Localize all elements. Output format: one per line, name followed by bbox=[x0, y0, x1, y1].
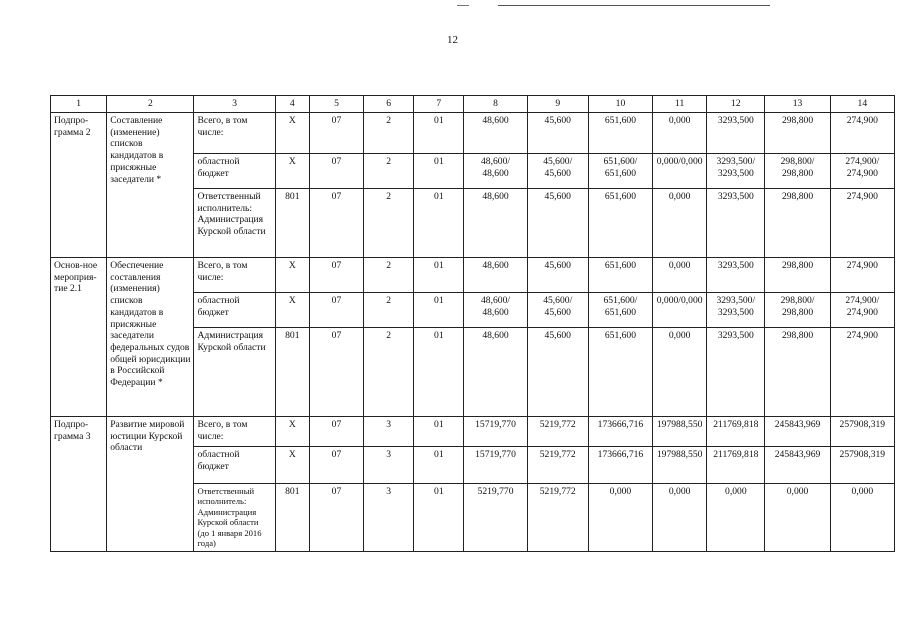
top-rule-line bbox=[498, 5, 770, 6]
program-name-cell: Обеспечение составления (изменения) списков кандидатов в присяжные заседатели федеральных судов общей юрисдикции в Российской Федерации * bbox=[107, 258, 194, 417]
top-dash-mark bbox=[457, 5, 469, 6]
value-cell: 298,800/ 298,800 bbox=[765, 154, 830, 189]
value-cell: 651,600 bbox=[588, 189, 652, 258]
value-cell: 3293,500 bbox=[707, 328, 765, 417]
value-cell: 298,800 bbox=[765, 113, 830, 154]
value-cell: 0,000 bbox=[653, 484, 707, 552]
value-cell: 197988,550 bbox=[653, 447, 707, 484]
value-cell: 651,600 bbox=[588, 258, 652, 293]
rz-cell: 07 bbox=[309, 293, 363, 328]
grbs-cell: 801 bbox=[275, 189, 309, 258]
value-cell: 48,600 bbox=[464, 189, 527, 258]
value-cell: 15719,770 bbox=[464, 417, 527, 447]
source-cell: Всего, в том числе: bbox=[194, 258, 275, 293]
value-cell: 298,800 bbox=[765, 258, 830, 293]
col-header: 10 bbox=[588, 96, 652, 113]
value-cell: 0,000 bbox=[653, 113, 707, 154]
value-cell: 0,000 bbox=[707, 484, 765, 552]
rz-cell: 07 bbox=[309, 154, 363, 189]
pr-cell: 2 bbox=[364, 258, 414, 293]
code-cell: 01 bbox=[414, 113, 464, 154]
grbs-cell: X bbox=[275, 154, 309, 189]
value-cell: 5219,770 bbox=[464, 484, 527, 552]
value-cell: 48,600/ 48,600 bbox=[464, 154, 527, 189]
value-cell: 5219,772 bbox=[527, 484, 588, 552]
value-cell: 0,000 bbox=[653, 328, 707, 417]
table-row bbox=[51, 113, 895, 154]
value-cell: 15719,770 bbox=[464, 447, 527, 484]
table-row bbox=[51, 417, 895, 447]
value-cell: 5219,772 bbox=[527, 417, 588, 447]
value-cell: 298,800 bbox=[765, 328, 830, 417]
value-cell: 257908,319 bbox=[830, 417, 894, 447]
value-cell: 0,000 bbox=[765, 484, 830, 552]
value-cell: 298,800 bbox=[765, 189, 830, 258]
value-cell: 48,600/ 48,600 bbox=[464, 293, 527, 328]
pr-cell: 2 bbox=[364, 113, 414, 154]
value-cell: 173666,716 bbox=[588, 447, 652, 484]
value-cell: 173666,716 bbox=[588, 417, 652, 447]
rz-cell: 07 bbox=[309, 258, 363, 293]
value-cell: 211769,818 bbox=[707, 447, 765, 484]
col-header: 12 bbox=[707, 96, 765, 113]
value-cell: 5219,772 bbox=[527, 447, 588, 484]
value-cell: 48,600 bbox=[464, 113, 527, 154]
rz-cell: 07 bbox=[309, 484, 363, 552]
value-cell: 245843,969 bbox=[765, 417, 830, 447]
value-cell: 298,800/ 298,800 bbox=[765, 293, 830, 328]
value-cell: 197988,550 bbox=[653, 417, 707, 447]
col-header: 9 bbox=[527, 96, 588, 113]
value-cell: 3293,500/ 3293,500 bbox=[707, 293, 765, 328]
value-cell: 0,000 bbox=[588, 484, 652, 552]
col-header: 14 bbox=[830, 96, 894, 113]
rz-cell: 07 bbox=[309, 328, 363, 417]
value-cell: 3293,500 bbox=[707, 258, 765, 293]
value-cell: 274,900 bbox=[830, 113, 894, 154]
value-cell: 45,600 bbox=[527, 189, 588, 258]
table-row bbox=[51, 258, 895, 293]
value-cell: 45,600 bbox=[527, 113, 588, 154]
value-cell: 651,600 bbox=[588, 113, 652, 154]
value-cell: 45,600 bbox=[527, 328, 588, 417]
source-cell: Всего, в том числе: bbox=[194, 113, 275, 154]
grbs-cell: X bbox=[275, 417, 309, 447]
value-cell: 3293,500 bbox=[707, 189, 765, 258]
source-cell: Ответственный исполнитель: Администрация Курской области bbox=[194, 189, 275, 258]
value-cell: 274,900 bbox=[830, 189, 894, 258]
col-header: 1 bbox=[51, 96, 107, 113]
program-name-cell: Составление (изменение) списков кандидатов в присяжные заседатели * bbox=[107, 113, 194, 258]
code-cell: 01 bbox=[414, 447, 464, 484]
value-cell: 45,600 bbox=[527, 258, 588, 293]
pr-cell: 3 bbox=[364, 484, 414, 552]
rz-cell: 07 bbox=[309, 447, 363, 484]
col-header: 8 bbox=[464, 96, 527, 113]
pr-cell: 2 bbox=[364, 189, 414, 258]
col-header: 13 bbox=[765, 96, 830, 113]
pr-cell: 3 bbox=[364, 417, 414, 447]
value-cell: 274,900 bbox=[830, 258, 894, 293]
value-cell: 45,600/ 45,600 bbox=[527, 293, 588, 328]
rz-cell: 07 bbox=[309, 417, 363, 447]
value-cell: 3293,500 bbox=[707, 113, 765, 154]
source-cell: областной бюджет bbox=[194, 293, 275, 328]
code-cell: 01 bbox=[414, 258, 464, 293]
value-cell: 651,600/ 651,600 bbox=[588, 154, 652, 189]
program-cell: Подпро-грамма 2 bbox=[51, 113, 107, 258]
value-cell: 0,000/0,000 bbox=[653, 293, 707, 328]
code-cell: 01 bbox=[414, 293, 464, 328]
program-name-cell: Развитие мировой юстиции Курской области bbox=[107, 417, 194, 552]
source-cell: областной бюджет bbox=[194, 154, 275, 189]
grbs-cell: X bbox=[275, 447, 309, 484]
col-header: 5 bbox=[309, 96, 363, 113]
col-header: 4 bbox=[275, 96, 309, 113]
value-cell: 0,000 bbox=[653, 258, 707, 293]
value-cell: 0,000 bbox=[830, 484, 894, 552]
col-header: 6 bbox=[364, 96, 414, 113]
value-cell: 245843,969 bbox=[765, 447, 830, 484]
budget-table bbox=[50, 95, 895, 552]
value-cell: 211769,818 bbox=[707, 417, 765, 447]
pr-cell: 2 bbox=[364, 293, 414, 328]
value-cell: 48,600 bbox=[464, 328, 527, 417]
value-cell: 3293,500/ 3293,500 bbox=[707, 154, 765, 189]
header-row bbox=[51, 96, 895, 113]
value-cell: 274,900/ 274,900 bbox=[830, 293, 894, 328]
pr-cell: 3 bbox=[364, 447, 414, 484]
col-header: 11 bbox=[653, 96, 707, 113]
value-cell: 651,600/ 651,600 bbox=[588, 293, 652, 328]
value-cell: 45,600/ 45,600 bbox=[527, 154, 588, 189]
code-cell: 01 bbox=[414, 484, 464, 552]
value-cell: 651,600 bbox=[588, 328, 652, 417]
page-number: 12 bbox=[447, 34, 458, 46]
col-header: 3 bbox=[194, 96, 275, 113]
pr-cell: 2 bbox=[364, 328, 414, 417]
program-cell: Основ-ное мероприя-тие 2.1 bbox=[51, 258, 107, 417]
source-cell: Администрация Курской области bbox=[194, 328, 275, 417]
pr-cell: 2 bbox=[364, 154, 414, 189]
grbs-cell: X bbox=[275, 113, 309, 154]
grbs-cell: X bbox=[275, 293, 309, 328]
rz-cell: 07 bbox=[309, 189, 363, 258]
rz-cell: 07 bbox=[309, 113, 363, 154]
grbs-cell: 801 bbox=[275, 484, 309, 552]
value-cell: 274,900 bbox=[830, 328, 894, 417]
code-cell: 01 bbox=[414, 154, 464, 189]
program-cell: Подпро-грамма 3 bbox=[51, 417, 107, 552]
source-cell: Ответственный исполнитель: Администрация Курской области (до 1 января 2016 года) bbox=[194, 484, 275, 552]
col-header: 7 bbox=[414, 96, 464, 113]
col-header: 2 bbox=[107, 96, 194, 113]
value-cell: 48,600 bbox=[464, 258, 527, 293]
grbs-cell: 801 bbox=[275, 328, 309, 417]
value-cell: 257908,319 bbox=[830, 447, 894, 484]
grbs-cell: X bbox=[275, 258, 309, 293]
value-cell: 274,900/ 274,900 bbox=[830, 154, 894, 189]
code-cell: 01 bbox=[414, 328, 464, 417]
code-cell: 01 bbox=[414, 417, 464, 447]
source-cell: областной бюджет bbox=[194, 447, 275, 484]
source-cell: Всего, в том числе: bbox=[194, 417, 275, 447]
value-cell: 0,000 bbox=[653, 189, 707, 258]
value-cell: 0,000/0,000 bbox=[653, 154, 707, 189]
code-cell: 01 bbox=[414, 189, 464, 258]
